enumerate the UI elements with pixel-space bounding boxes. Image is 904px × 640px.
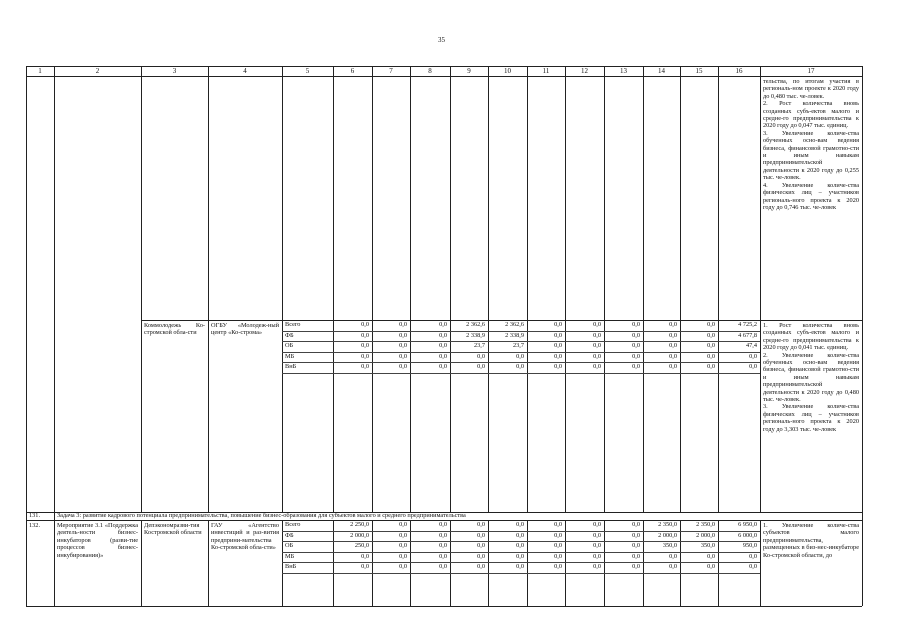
- header-bottom-border: [26, 76, 862, 77]
- col-divider-row132-1: [54, 520, 55, 606]
- row132-value-0-7: 0,0: [632, 521, 640, 528]
- block1-value-3-5: 0,0: [554, 352, 562, 360]
- block1-value-0-1: 0,0: [399, 321, 407, 328]
- col-divider-row132-16: [760, 520, 761, 606]
- row132-indicators: 1. Увеличение количе-ства субъектов малого предпринимательства, размещенных в биз-нес-инкубаторе Ко-стромской области, до: [763, 522, 859, 559]
- row132-value-0-5: 0,0: [554, 521, 562, 528]
- block1-value-4-0: 0,0: [361, 363, 369, 370]
- block1-value-0-10: 4 725,2: [738, 321, 757, 328]
- row132-value-1-10: 6 000,0: [738, 531, 757, 539]
- col-divider-15: [718, 66, 719, 512]
- column-header-5: 5: [305, 67, 310, 75]
- col-divider-1: [54, 66, 55, 512]
- row132-value-0-3: 0,0: [477, 521, 485, 528]
- row132-value-2-4: 0,0: [516, 542, 524, 549]
- row132-value-3-7: 0,0: [632, 552, 640, 560]
- block1-value-3-7: 0,0: [632, 352, 640, 360]
- col-divider-row132-3: [208, 520, 209, 606]
- block1-value-1-4: 2 338,9: [505, 331, 524, 339]
- column-header-12: 12: [581, 67, 588, 75]
- block1-executor: ОГБУ «Молодеж-ный центр «Ко-строма»: [211, 322, 279, 337]
- block1-value-0-0: 0,0: [361, 321, 369, 328]
- block1-value-3-1: 0,0: [399, 352, 407, 360]
- row132-value-2-2: 0,0: [439, 542, 447, 549]
- col-divider-row132-2: [141, 520, 142, 606]
- row132-value-0-4: 0,0: [516, 521, 524, 528]
- column-header-14: 14: [658, 67, 665, 75]
- row132-value-0-2: 0,0: [439, 521, 447, 528]
- column-header-7: 7: [389, 67, 393, 75]
- page-number: 35: [438, 36, 445, 44]
- column-header-13: 13: [620, 67, 627, 75]
- column-header-15: 15: [695, 67, 703, 75]
- block1-value-3-6: 0,0: [593, 352, 601, 360]
- block1-value-4-3: 0,0: [477, 363, 485, 370]
- block1-value-2-10: 47,4: [745, 342, 757, 349]
- block1-value-3-0: 0,0: [361, 352, 369, 360]
- block1-value-4-8: 0,0: [669, 363, 677, 370]
- row132-value-1-5: 0,0: [554, 531, 562, 539]
- row132-value-0-6: 0,0: [593, 521, 601, 528]
- row132-value-1-9: 2 000,0: [696, 531, 715, 539]
- block1-value-2-3: 23,7: [473, 342, 485, 349]
- row132-value-1-8: 2 000,0: [658, 531, 677, 539]
- block1-value-0-4: 2 362,6: [505, 321, 524, 328]
- block1-value-0-3: 2 362,6: [466, 321, 485, 328]
- row132-value-0-10: 6 950,0: [738, 521, 757, 528]
- block1-value-2-1: 0,0: [399, 342, 407, 349]
- block1-value-4-2: 0,0: [439, 363, 447, 370]
- block1-value-3-9: 0,0: [707, 352, 715, 360]
- block1-value-2-4: 23,7: [512, 342, 524, 349]
- row132-value-1-3: 0,0: [477, 531, 485, 539]
- row132-value-4-6: 0,0: [593, 563, 601, 570]
- row132-value-2-9: 350,0: [700, 542, 715, 549]
- row132-value-2-7: 0,0: [632, 542, 640, 549]
- block1-value-1-5: 0,0: [554, 331, 562, 339]
- block1-value-1-7: 0,0: [632, 331, 640, 339]
- row132-executor: ГАУ «Агентство инвестиций и раз-вития предприни-мательства Ко-стромской обла-сти»: [211, 522, 279, 552]
- row132-value-0-9: 2 350,0: [696, 521, 715, 528]
- row132-value-2-8: 350,0: [662, 542, 677, 549]
- row132-label-2: ОБ: [285, 542, 294, 549]
- column-header-4: 4: [243, 67, 247, 75]
- block1-value-4-10: 0,0: [749, 363, 757, 370]
- block1-value-1-0: 0,0: [361, 331, 369, 339]
- row132-value-3-9: 0,0: [707, 552, 715, 560]
- block1-value-4-4: 0,0: [516, 363, 524, 370]
- row132-label-0: Всего: [285, 521, 301, 528]
- block1-value-1-2: 0,0: [439, 331, 447, 339]
- row132-label-1: ФБ: [285, 531, 294, 539]
- block1-value-3-2: 0,0: [439, 352, 447, 360]
- column-header-2: 2: [95, 67, 100, 75]
- column-header-9: 9: [467, 67, 471, 75]
- row132-value-1-0: 2 000,0: [350, 531, 369, 539]
- block1-label-0: Всего: [285, 321, 301, 328]
- col-divider-5: [333, 66, 334, 512]
- row132-row-line-5: [282, 573, 760, 574]
- block1-value-2-6: 0,0: [593, 342, 601, 349]
- block1-value-1-8: 0,0: [669, 331, 677, 339]
- col-divider-3: [208, 66, 209, 512]
- block1-value-0-9: 0,0: [707, 321, 715, 328]
- block1-value-1-9: 0,0: [707, 331, 715, 339]
- block1-label-4: ВнБ: [285, 363, 297, 370]
- row131-num-divider: [54, 512, 55, 520]
- row132-value-0-0: 2 250,0: [350, 521, 369, 528]
- measure-3-1-name: Мероприятие 3.1 «Поддержка деятель-ности бизнес-инкубаторов (разви-тие процессов бизнес-инкубирования)»: [57, 522, 138, 559]
- block1-value-0-2: 0,0: [439, 321, 447, 328]
- row132-value-2-5: 0,0: [554, 542, 562, 549]
- row132-label-4: ВнБ: [285, 563, 297, 570]
- row132-value-0-8: 2 350,0: [658, 521, 677, 528]
- row132-value-3-2: 0,0: [439, 552, 447, 560]
- block1-value-1-3: 2 338,9: [466, 331, 485, 339]
- block1-value-0-6: 0,0: [593, 321, 601, 328]
- task3-heading: Задача 3: развитие кадрового потенциала предпринимательства, повышение бизнес-образования для субъектов малого и среднего предпринимательства: [57, 512, 466, 519]
- block1-value-2-2: 0,0: [439, 342, 447, 349]
- col-divider-2: [141, 66, 142, 512]
- column-header-10: 10: [504, 67, 511, 75]
- row132-value-1-4: 0,0: [516, 531, 524, 539]
- column-header-11: 11: [542, 67, 550, 75]
- row132-value-4-2: 0,0: [439, 563, 447, 570]
- col-divider-4: [282, 66, 283, 512]
- column-header-16: 16: [735, 67, 743, 75]
- column-header-6: 6: [350, 67, 355, 75]
- row132-value-4-7: 0,0: [632, 563, 640, 570]
- row132-value-4-10: 0,0: [749, 563, 757, 570]
- block1-indicators: 1. Рост количества вновь созданных субъ-ектов малого и средне-го предпринимательства к 2020 году до 0,041 тыс. единиц. 2. Увеличение количе-ства обученных осно-вам ведения бизнеса, финансовой грамотно-сти и иным навыкам предпринимательской деятельности к 2020 году до 0,480 тыс. че-ловек. 3. Увеличение количе-ства физических лиц – участников региональ-ного проекта к 2020 году до 3,303 тыс. че-ловек: [763, 322, 859, 433]
- row132-value-1-7: 0,0: [632, 531, 640, 539]
- block1-value-4-5: 0,0: [554, 363, 562, 370]
- row132-value-3-10: 0,0: [749, 552, 757, 560]
- block1-col17-top-border: [760, 320, 862, 321]
- block1-responsible: Коммолодежь Ко-стромской обла-сти: [144, 322, 205, 337]
- row132-value-2-0: 250,0: [354, 542, 369, 549]
- row132-value-4-1: 0,0: [399, 563, 407, 570]
- block1-value-0-8: 0,0: [669, 321, 677, 328]
- row131-right-border: [862, 512, 863, 520]
- block1-value-1-1: 0,0: [399, 331, 407, 339]
- block1-value-4-6: 0,0: [593, 363, 601, 370]
- row132-value-3-6: 0,0: [593, 552, 601, 560]
- block1-value-2-8: 0,0: [669, 342, 677, 349]
- row132-value-4-3: 0,0: [477, 563, 485, 570]
- col-divider-14: [680, 66, 681, 512]
- row132-value-2-6: 0,0: [593, 542, 601, 549]
- row131-left-border: [26, 512, 27, 520]
- col-divider-row132-0: [26, 520, 27, 606]
- block1-value-1-10: 4 677,8: [738, 331, 757, 339]
- row132-value-3-0: 0,0: [361, 552, 369, 560]
- block1-value-2-0: 0,0: [361, 342, 369, 349]
- col-divider-10: [527, 66, 528, 512]
- block1-value-4-1: 0,0: [399, 363, 407, 370]
- block1-value-3-3: 0,0: [477, 352, 485, 360]
- col-divider-13: [643, 66, 644, 512]
- row132-value-2-3: 0,0: [477, 542, 485, 549]
- column-header-1: 1: [38, 67, 42, 75]
- block1-value-4-7: 0,0: [632, 363, 640, 370]
- row132-value-3-5: 0,0: [554, 552, 562, 560]
- row132-value-0-1: 0,0: [399, 521, 407, 528]
- row132-value-1-6: 0,0: [593, 531, 601, 539]
- row132-value-2-1: 0,0: [399, 542, 407, 549]
- row132-value-1-2: 0,0: [439, 531, 447, 539]
- col-divider-11: [565, 66, 566, 512]
- block1-label-2: ОБ: [285, 342, 294, 349]
- row132-value-4-4: 0,0: [516, 563, 524, 570]
- col-divider-8: [450, 66, 451, 512]
- row132-value-4-0: 0,0: [361, 563, 369, 570]
- row132-value-4-9: 0,0: [707, 563, 715, 570]
- row132-value-3-1: 0,0: [399, 552, 407, 560]
- table-bottom-border: [26, 606, 862, 607]
- row132-responsible: Депэкономразви-тия Костромской области: [144, 522, 202, 537]
- block1-value-3-10: 0,0: [749, 352, 757, 360]
- row132-value-3-3: 0,0: [477, 552, 485, 560]
- col-divider-row132-17: [862, 520, 863, 606]
- col-divider-6: [372, 66, 373, 512]
- column-header-3: 3: [172, 67, 177, 75]
- row132-value-3-8: 0,0: [669, 552, 677, 560]
- block1-label-3: МБ: [285, 352, 295, 360]
- col-divider-16: [760, 66, 761, 512]
- block1-value-0-5: 0,0: [554, 321, 562, 328]
- column-header-8: 8: [428, 67, 432, 75]
- row132-label-3: МБ: [285, 552, 295, 560]
- col-divider-7: [410, 66, 411, 512]
- block1-value-1-6: 0,0: [593, 331, 601, 339]
- col-divider-0: [26, 66, 27, 512]
- row132-value-4-8: 0,0: [669, 563, 677, 570]
- block1-value-4-9: 0,0: [707, 363, 715, 370]
- col-divider-17: [862, 66, 863, 512]
- row132-value-4-5: 0,0: [554, 563, 562, 570]
- block1-value-2-7: 0,0: [632, 342, 640, 349]
- block1-value-2-5: 0,0: [554, 342, 562, 349]
- col-divider-9: [488, 66, 489, 512]
- block1-value-0-7: 0,0: [632, 321, 640, 328]
- col-divider-12: [604, 66, 605, 512]
- column-header-17: 17: [807, 67, 815, 75]
- block1-label-1: ФБ: [285, 331, 294, 339]
- row132-value-2-10: 950,0: [742, 542, 757, 549]
- block1-value-3-4: 0,0: [516, 352, 524, 360]
- row132-value-1-1: 0,0: [399, 531, 407, 539]
- row132-number: 132.: [29, 522, 41, 529]
- row132-value-3-4: 0,0: [516, 552, 524, 560]
- block1-value-2-9: 0,0: [707, 342, 715, 349]
- indicator-text-top: тельства, по итогам участия в региональ-ном проекте к 2020 году до 0,480 тыс. че-ловек. 2. Рост количества вновь созданных субъ-ектов малого и средне-го предпринимательства к 2020 году до 0,047 тыс. единиц. 3. Увеличение количе-ства обученных осно-вам ведения бизнеса, финансовой грамотно-сти и иным навыкам предпринимательской деятельности к 2020 году до 0,255 тыс. че-ловек. 4. Увеличение количе-ства физических лиц – участников региональ-ного проекта к 2020 году до 0,746 тыс. че-ловек: [763, 78, 859, 211]
- block1-row-line-5: [282, 373, 760, 374]
- row131-number: 131.: [29, 512, 41, 519]
- block1-value-3-8: 0,0: [669, 352, 677, 360]
